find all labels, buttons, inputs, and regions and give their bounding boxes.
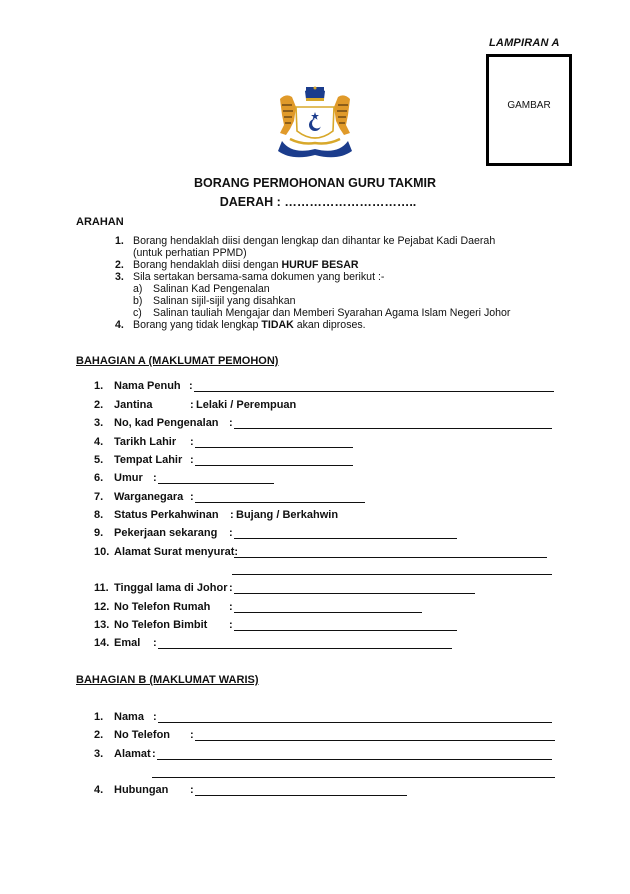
field-number: 3.	[94, 417, 104, 429]
field-number: 2.	[94, 399, 104, 411]
state-coat-of-arms-icon	[272, 85, 358, 160]
attachment-label: LAMPIRAN A	[489, 37, 560, 49]
field-label-relationship: Hubungan	[114, 784, 169, 796]
field-colon: :	[153, 711, 157, 723]
field-number: 13.	[94, 619, 110, 631]
field-colon: :	[189, 380, 193, 392]
occupation-input-line[interactable]	[234, 538, 457, 539]
instructions-heading: ARAHAN	[76, 216, 124, 228]
field-colon: :	[229, 619, 233, 631]
heir-phone-input-line[interactable]	[195, 740, 555, 741]
section-b-title: BAHAGIAN B (MAKLUMAT WARIS)	[76, 674, 259, 686]
field-label-gender: Jantina	[114, 399, 153, 411]
residence-duration-input-line[interactable]	[234, 593, 475, 594]
photo-box	[486, 54, 572, 166]
instruction-number: 3.	[115, 271, 124, 283]
field-label-citizenship: Warganegara	[114, 491, 184, 503]
instruction-text: Sila sertakan bersama-sama dokumen yang berikut :-	[133, 271, 385, 283]
field-colon: :	[190, 784, 194, 796]
instruction-text: Borang hendaklah diisi dengan lengkap dan dihantar ke Pejabat Kadi Daerah	[133, 235, 496, 247]
heir-name-input-line[interactable]	[158, 722, 552, 723]
field-label-mailing-address: Alamat Surat menyurat:	[114, 546, 239, 558]
mailing-address-input-line-1[interactable]	[234, 557, 547, 558]
instruction-emphasis: HURUF BESAR	[281, 259, 359, 271]
form-title: BORANG PERMOHONAN GURU TAKMIR	[193, 176, 437, 190]
field-label-heir-phone: No Telefon	[114, 729, 171, 741]
field-colon: :	[229, 417, 233, 429]
sub-item-label: c)	[133, 307, 142, 319]
instruction-number: 1.	[115, 235, 124, 247]
instruction-text	[133, 319, 366, 331]
instruction-emphasis: TIDAK	[261, 319, 294, 331]
sub-item-text: Salinan Kad Pengenalan	[153, 283, 270, 295]
field-label-full-name: Nama Penuh	[114, 380, 181, 392]
field-number: 1.	[94, 711, 104, 723]
field-colon: :	[190, 491, 194, 503]
field-number: 11.	[94, 582, 109, 594]
citizenship-input-line[interactable]	[195, 502, 365, 503]
field-colon: :	[229, 582, 233, 594]
relationship-input-line[interactable]	[195, 795, 407, 796]
instruction-number: 2.	[115, 259, 124, 271]
field-colon: :	[229, 601, 233, 613]
field-colon: :	[153, 472, 157, 484]
field-number: 7.	[94, 491, 104, 503]
district-field[interactable]: DAERAH : …………………………..	[219, 195, 417, 209]
age-input-line[interactable]	[158, 483, 274, 484]
field-number: 2.	[94, 729, 104, 741]
ic-number-input-line[interactable]	[234, 428, 552, 429]
field-label-marital-status: Status Perkahwinan	[114, 509, 219, 521]
field-number: 4.	[94, 436, 104, 448]
field-colon: :	[153, 637, 157, 649]
birth-date-input-line[interactable]	[195, 447, 353, 448]
field-colon: :	[190, 399, 194, 411]
instruction-text-part: akan diproses.	[293, 319, 366, 331]
field-number: 14.	[94, 637, 110, 649]
instruction-text-part: Borang hendaklah diisi dengan	[133, 259, 282, 271]
field-label-residence-duration: Tinggal lama di Johor	[114, 582, 228, 594]
full-name-input-line[interactable]	[194, 391, 554, 392]
field-number: 1.	[94, 380, 104, 392]
field-number: 4.	[94, 784, 104, 796]
instruction-text	[133, 259, 359, 271]
field-label-mobile-phone: No Telefon Bimbit	[114, 619, 208, 631]
field-label-age: Umur	[114, 472, 143, 484]
field-number: 10.	[94, 546, 110, 558]
mailing-address-input-line-2[interactable]	[232, 574, 552, 575]
email-input-line[interactable]	[158, 648, 452, 649]
field-label-heir-address: Alamat	[114, 748, 151, 760]
field-colon: :	[229, 527, 233, 539]
heir-address-input-line-1[interactable]	[157, 759, 552, 760]
field-label-birth-date: Tarikh Lahir	[114, 436, 177, 448]
home-phone-input-line[interactable]	[234, 612, 422, 613]
sub-item-label: b)	[133, 295, 143, 307]
field-number: 9.	[94, 527, 104, 539]
section-a-title: BAHAGIAN A (MAKLUMAT PEMOHON)	[76, 355, 279, 367]
heir-address-input-line-2[interactable]	[152, 777, 555, 778]
sub-item-text: Salinan tauliah Mengajar dan Memberi Syarahan Agama Islam Negeri Johor	[153, 307, 511, 319]
field-colon: :	[190, 436, 194, 448]
field-colon: :	[230, 509, 234, 521]
field-number: 5.	[94, 454, 104, 466]
field-colon: :	[190, 454, 194, 466]
field-label-home-phone: No Telefon Rumah	[114, 601, 211, 613]
field-label-occupation: Pekerjaan sekarang	[114, 527, 218, 539]
birth-place-input-line[interactable]	[195, 465, 353, 466]
field-number: 8.	[94, 509, 104, 521]
field-number: 12.	[94, 601, 110, 613]
field-colon: :	[190, 729, 194, 741]
sub-item-label: a)	[133, 283, 143, 295]
field-label-email: Emal	[114, 637, 141, 649]
photo-box-label: GAMBAR	[507, 100, 551, 111]
gender-options[interactable]: Lelaki / Perempuan	[196, 399, 297, 411]
field-label-birth-place: Tempat Lahir	[114, 454, 183, 466]
field-label-ic-number: No, kad Pengenalan	[114, 417, 219, 429]
mobile-phone-input-line[interactable]	[234, 630, 457, 631]
instruction-number: 4.	[115, 319, 124, 331]
field-colon: :	[152, 748, 156, 760]
field-label-heir-name: Nama	[114, 711, 144, 723]
field-number: 3.	[94, 748, 104, 760]
marital-status-options[interactable]: Bujang / Berkahwin	[236, 509, 339, 521]
instruction-text-part: Borang yang tidak lengkap	[133, 319, 262, 331]
instruction-text: (untuk perhatian PPMD)	[133, 247, 247, 259]
sub-item-text: Salinan sijil-sijil yang disahkan	[153, 295, 296, 307]
field-number: 6.	[94, 472, 104, 484]
